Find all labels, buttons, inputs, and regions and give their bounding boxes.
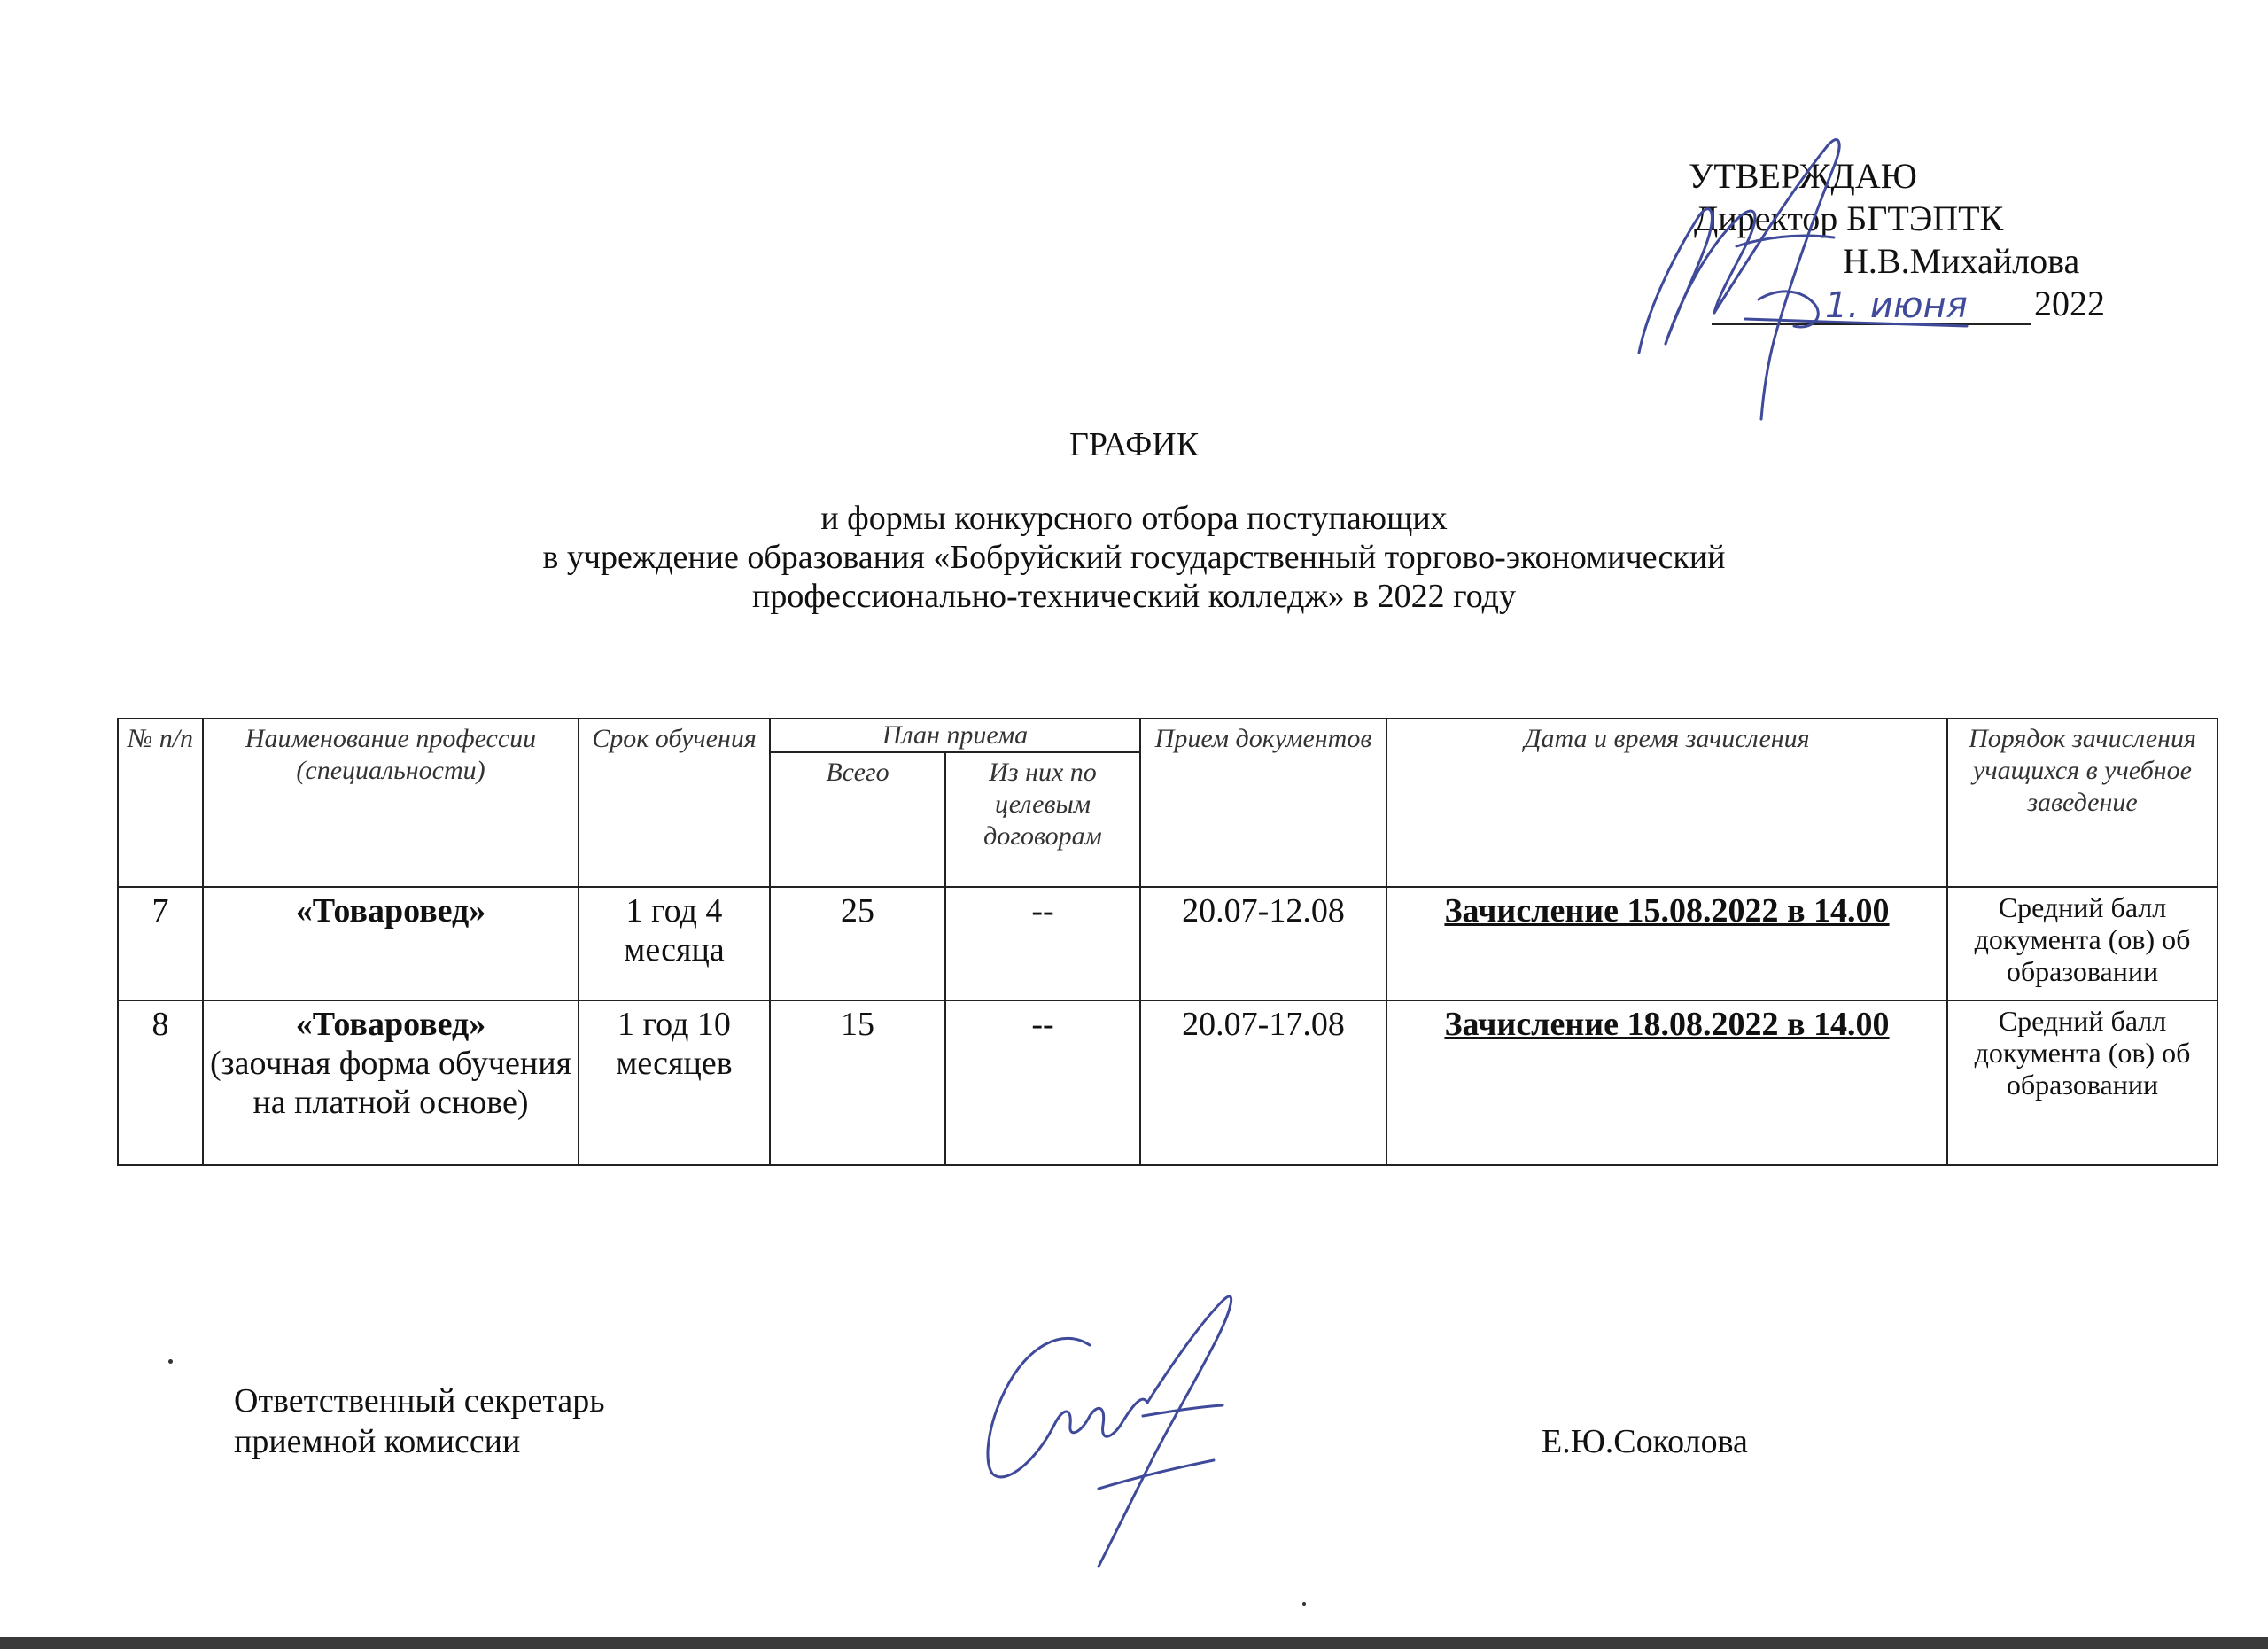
subtitle-line-1: и формы конкурсного отбора поступающих xyxy=(820,500,1448,537)
row-total: 25 xyxy=(770,887,945,1000)
row-profession-cell xyxy=(203,1000,579,1165)
row-profession-note: (заочная форма обучения на платной основе) xyxy=(209,1045,572,1121)
row-docs: 20.07-12.08 xyxy=(1140,887,1386,1000)
header-plan-total: Всего xyxy=(770,752,945,887)
header-plan-target: Из них по целевым договорам xyxy=(945,752,1140,887)
row-profession: «Товаровед» xyxy=(295,1006,486,1043)
row-term: 1 год 4 месяца xyxy=(579,887,770,1000)
scan-edge xyxy=(0,1637,2268,1649)
scan-dot xyxy=(168,1359,173,1364)
director-name: Н.В.Михайлова xyxy=(1843,241,2080,281)
row-target: -- xyxy=(945,887,1140,1000)
header-plan: План приема xyxy=(770,719,1140,752)
row-target: -- xyxy=(945,1000,1140,1165)
secretary-signature xyxy=(966,1283,1302,1575)
table-row xyxy=(118,887,2218,1000)
subtitle-line-3: профессионально-технический колледж» в 2022 году xyxy=(752,578,1516,615)
approve-label: УТВЕРЖДАЮ xyxy=(1689,156,1917,196)
row-order: Средний балл документа (ов) об образовании xyxy=(1947,887,2218,1000)
secretary-line-2: приемной комиссии xyxy=(234,1423,521,1460)
secretary-name: Е.Ю.Соколова xyxy=(1542,1423,1748,1460)
enroll-text: Зачисление 15.08.2022 в 14.00 xyxy=(1444,892,1890,930)
approval-year: 2022 xyxy=(2034,284,2105,323)
document-title: ГРАФИК xyxy=(1068,426,1200,463)
header-term: Срок обучения xyxy=(579,719,770,887)
row-docs: 20.07-17.08 xyxy=(1140,1000,1386,1165)
row-term: 1 год 10 месяцев xyxy=(579,1000,770,1165)
enroll-text: Зачисление 18.08.2022 в 14.00 xyxy=(1444,1006,1890,1043)
header-num: № п/п xyxy=(118,719,203,887)
row-enroll xyxy=(1386,1000,1947,1165)
schedule-table xyxy=(117,718,2218,1166)
subtitle-line-2: в учреждение образования «Бобруйский государственный торгово-экономический xyxy=(542,539,1726,576)
document-subtitle xyxy=(0,499,2268,616)
row-num: 8 xyxy=(118,1000,203,1165)
scan-dot xyxy=(1302,1602,1306,1606)
row-num: 7 xyxy=(118,887,203,1000)
secretary-line-1: Ответственный секретарь xyxy=(234,1382,605,1420)
header-profession: Наименование профессии (специальности) xyxy=(203,719,579,887)
row-profession: «Товаровед» xyxy=(203,887,579,1000)
handwritten-date: 1. июня xyxy=(1825,285,1968,326)
secretary-title xyxy=(234,1381,605,1462)
row-total: 15 xyxy=(770,1000,945,1165)
director-position: Директор БГТЭПТК xyxy=(1694,198,2004,238)
header-enroll-date: Дата и время зачисления xyxy=(1386,719,1947,887)
header-order: Порядок зачисления учащихся в учебное заведение xyxy=(1947,719,2218,887)
row-order: Средний балл документа (ов) об образовании xyxy=(1947,1000,2218,1165)
director-signature xyxy=(1612,113,2091,441)
header-docs: Прием документов xyxy=(1140,719,1386,887)
row-enroll xyxy=(1386,887,1947,1000)
table-row xyxy=(118,1000,2218,1165)
